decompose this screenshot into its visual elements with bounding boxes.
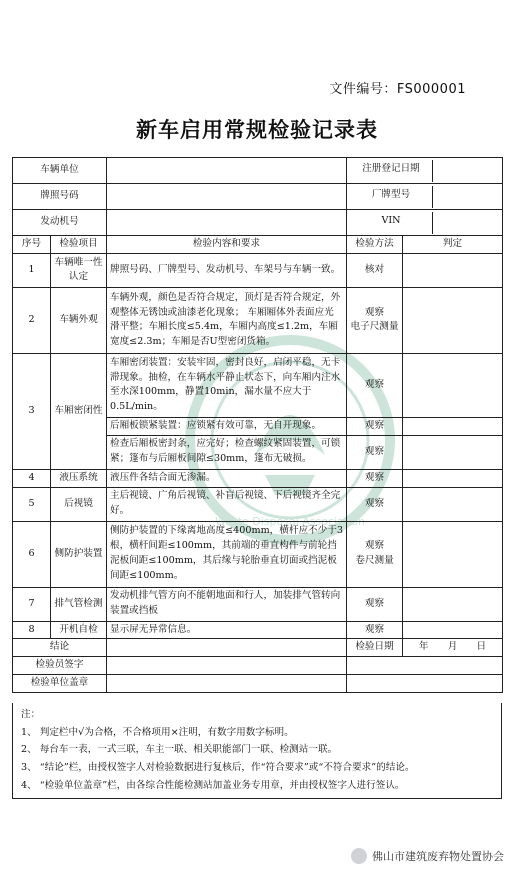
row-3-item: 车厢密闭性 — [51, 353, 107, 469]
row-7-item: 排气管检测 — [51, 587, 107, 621]
row-1-seq: 1 — [13, 253, 51, 287]
row-7-seq: 7 — [13, 587, 51, 621]
unit-stamp-extra[interactable] — [347, 675, 503, 693]
unit-stamp-value[interactable] — [107, 675, 347, 693]
row-8-content: 显示屏无异常信息。 — [107, 621, 347, 639]
row-3c-content: 检查后厢板密封条，应完好；检查螺纹紧固装置，可锁紧；篷布与后厢板间隙≤30mm，篷布无破损。 — [107, 435, 347, 469]
row-8-item: 开机自检 — [51, 621, 107, 639]
plate-number-label: 牌照号码 — [13, 184, 107, 210]
row-3b-judge[interactable] — [403, 417, 503, 435]
row-4-method: 观察 — [347, 469, 403, 487]
row-2-content: 车辆外观，颜色是否符合规定，顶灯是否符合规定，外观整体无锈蚀或油漆老化现象； 车厢厢体外表面应光滑平整；车厢长度≤5.4m，车厢内高度≤1.2m，车厢宽度≤2.3m；车厢是否U型密闭货箱。 — [107, 287, 347, 353]
row-8-judge[interactable] — [403, 621, 503, 639]
inspection-date-value[interactable]: 年 月 日 — [403, 639, 503, 657]
row-1-item: 车辆唯一性认定 — [51, 253, 107, 287]
row-6-seq: 6 — [13, 521, 51, 587]
page-title: 新车启用常规检验记录表 — [136, 118, 378, 142]
wechat-logo-icon — [351, 848, 367, 864]
row-7-content: 发动机排气管方向不能朝地面和行人，加装排气管转向装置或挡板 — [107, 587, 347, 621]
row-4-content: 液压件各结合面无渗漏。 — [107, 469, 347, 487]
row-6-judge[interactable] — [403, 521, 503, 587]
row-6-content: 侧防护装置的下缘离地高度≤400mm，横杆应不少于3根，横杆间距≤100mm，其前端的垂直构件与前轮挡泥板间距≤100mm，其后缘与轮胎垂直切面或挡泥板间距≤100mm。 — [107, 521, 347, 587]
row-4-item: 液压系统 — [51, 469, 107, 487]
conclusion-value[interactable] — [107, 639, 347, 657]
row-7-method: 观察 — [347, 587, 403, 621]
row-1-content: 牌照号码、厂牌型号、发动机号、车架号与车辆一致。 — [107, 253, 347, 287]
plate-number-value[interactable] — [107, 184, 347, 210]
vehicle-unit-value[interactable] — [107, 158, 347, 184]
brand-model-label: 厂牌型号 — [371, 188, 411, 200]
row-2-method: 观察 电子尺测量 — [347, 287, 403, 353]
row-3a-method: 观察 — [347, 353, 403, 417]
row-5-judge[interactable] — [403, 487, 503, 521]
row-5-content: 主后视镜、广角后视镜、补盲后视镜、下后视镜齐全完好。 — [107, 487, 347, 521]
row-2-seq: 2 — [13, 287, 51, 353]
inspector-signature-label: 检验员签字 — [13, 657, 107, 675]
row-3a-judge[interactable] — [403, 353, 503, 417]
row-3c-judge[interactable] — [403, 435, 503, 469]
row-1-method: 核对 — [347, 253, 403, 287]
row-3b-content: 后厢板锁紧装置：应锁紧有效可靠，无自开现象。 — [107, 417, 347, 435]
row-6-method: 观察 卷尺测量 — [347, 521, 403, 587]
row-6-item: 侧防护装置 — [51, 521, 107, 587]
row-7-judge[interactable] — [403, 587, 503, 621]
row-5-seq: 5 — [13, 487, 51, 521]
note-item-2: 2、 每台车一表，一式三联，车主一联、相关职能部门一联、检测站一联。 — [21, 744, 338, 756]
row-5-item: 后视镜 — [51, 487, 107, 521]
inspector-signature-extra[interactable] — [347, 657, 503, 675]
header-content: 检验内容和要求 — [107, 236, 347, 254]
source-watermark — [351, 848, 504, 864]
note-item-3: 3、 “结论”栏，由授权签字人对检验数据进行复核后，作“符合要求”或“不符合要求”的结论。 — [21, 762, 415, 774]
row-5-method: 观察 — [347, 487, 403, 521]
row-2-judge[interactable] — [403, 287, 503, 353]
note-item-1: 1、 判定栏中√为合格，不合格项用×注明，有数字用数字标明。 — [21, 726, 294, 738]
vin-label: VIN — [381, 214, 401, 226]
header-item: 检验项目 — [51, 236, 107, 254]
vehicle-unit-label: 车辆单位 — [13, 158, 107, 184]
row-3b-method: 观察 — [347, 417, 403, 435]
row-4-seq: 4 — [13, 469, 51, 487]
row-3c-method: 观察 — [347, 435, 403, 469]
row-3-seq: 3 — [13, 353, 51, 469]
svg-text:Waste Disposal Association: Waste Disposal Association — [215, 515, 365, 528]
row-1-judge[interactable] — [403, 253, 503, 287]
unit-stamp-label: 检验单位盖章 — [13, 675, 107, 693]
conclusion-label: 结论 — [13, 639, 107, 657]
registration-date-label: 注册登记日期 — [362, 162, 420, 174]
notes-section — [12, 703, 502, 799]
header-seq: 序号 — [13, 236, 51, 254]
document-number: 文件编号：FS000001 — [329, 82, 466, 97]
row-4-judge[interactable] — [403, 469, 503, 487]
row-3a-content: 车厢密闭装置：安装牢固，密封良好，启闭平稳，无卡滞现象。抽检，在车辆水平静止状态下，向车厢内注水至水深100mm，静置10min，漏水量不应大于0.5L/min。 — [107, 353, 347, 417]
note-item-4: 4、 “检验单位盖章”栏，由各综合性能检测站加盖业务专用章，并由授权签字人进行签认。 — [21, 779, 405, 791]
row-8-method: 观察 — [347, 621, 403, 639]
engine-number-label: 发动机号 — [13, 210, 107, 236]
inspector-signature-value[interactable] — [107, 657, 347, 675]
inspection-record-table — [12, 157, 503, 693]
watermark-text: 佛山市建筑废弃物处置协会 — [372, 850, 504, 863]
brand-model-field[interactable] — [347, 184, 503, 210]
row-2-item: 车辆外观 — [51, 287, 107, 353]
header-judge: 判定 — [403, 236, 503, 254]
engine-number-value[interactable] — [107, 210, 347, 236]
vin-field[interactable] — [347, 210, 503, 236]
notes-heading: 注： — [21, 709, 41, 720]
header-method: 检验方法 — [347, 236, 403, 254]
inspection-date-label: 检验日期 — [347, 639, 403, 657]
registration-date-field[interactable] — [347, 158, 503, 184]
row-8-seq: 8 — [13, 621, 51, 639]
